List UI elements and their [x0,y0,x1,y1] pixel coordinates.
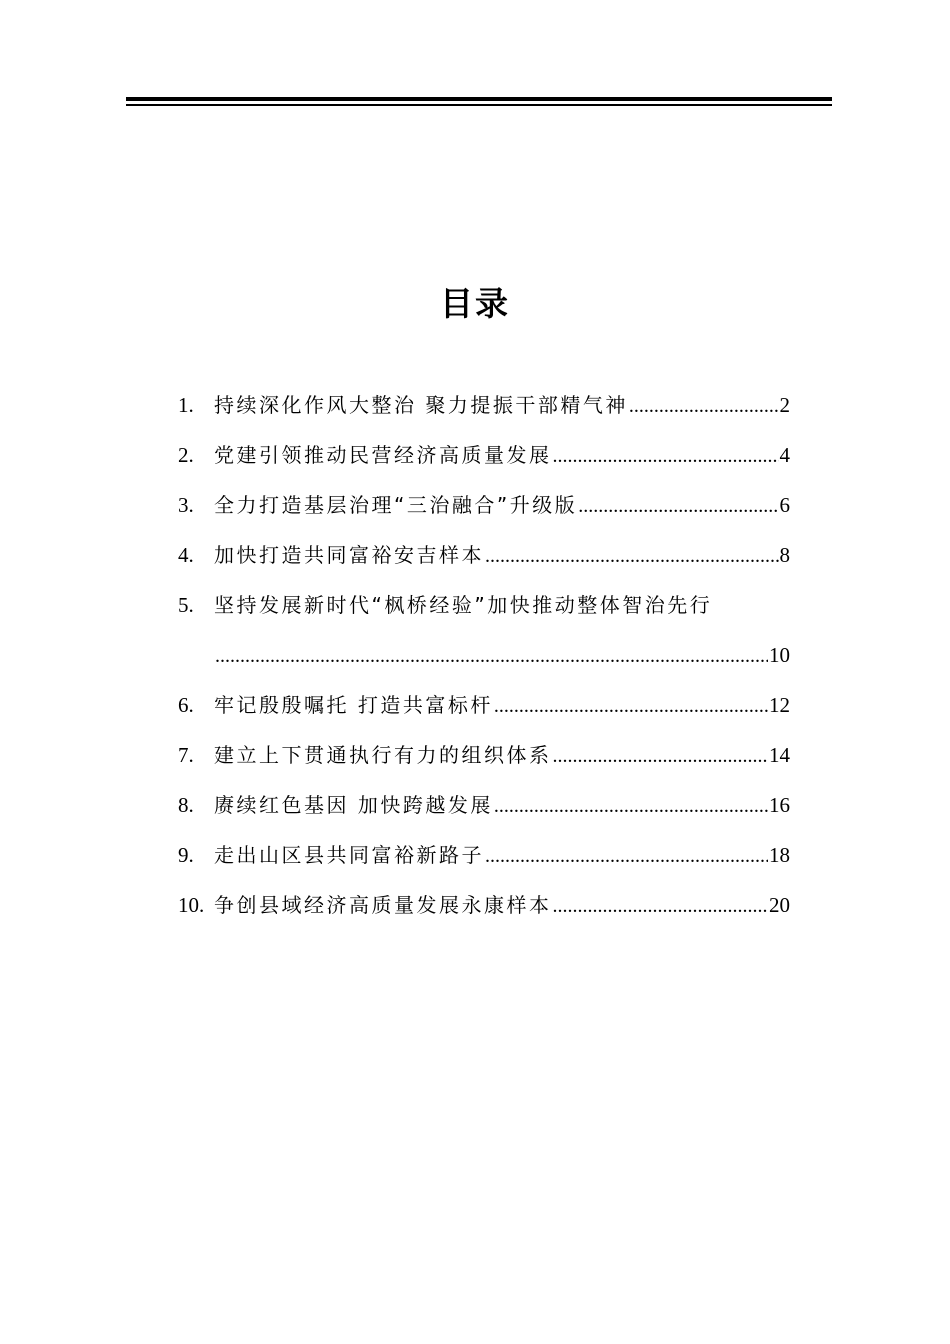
toc-entry-text: 牢记殷殷嘱托 打造共富标杆 [214,693,493,717]
toc-leader-dots [485,834,768,878]
toc-leader-dots [553,884,769,928]
toc-entry-number: 6. [178,693,194,717]
toc-entry-9[interactable] [178,833,790,883]
toc-entry-text: 走出山区县共同富裕新路子 [214,843,484,867]
toc-entry-text: 加快打造共同富裕安吉样本 [214,543,484,567]
toc-entry-number: 7. [178,743,194,767]
toc-entry-text: 赓续红色基因 加快跨越发展 [214,793,493,817]
toc-leader-dots [485,534,779,578]
toc-entry-number: 9. [178,843,194,867]
toc-entry-number: 2. [178,443,194,467]
toc-entry-4[interactable] [178,533,790,583]
toc-entry-page: 14 [769,743,790,767]
toc-entry-page: 20 [769,893,790,917]
toc-entry-text: 建立上下贯通执行有力的组织体系 [214,743,552,767]
toc-entry-page: 8 [779,543,790,567]
toc-entry-2[interactable] [178,433,790,483]
toc-entry-number: 5. [178,593,194,617]
table-of-contents [178,383,790,933]
toc-entry-page: 10 [769,643,790,667]
toc-entry-page: 2 [779,393,790,417]
toc-entry-10[interactable] [178,883,790,933]
toc-leader-dots [494,784,768,828]
toc-entry-page: 16 [769,793,790,817]
toc-entry-6[interactable] [178,683,790,733]
toc-title: 目录 [440,284,510,323]
toc-entry-number: 1. [178,393,194,417]
toc-leader-dots [494,684,768,728]
toc-leader-dots [629,384,779,428]
toc-entry-text: 持续深化作风大整治 聚力提振干部精气神 [214,393,628,417]
toc-leader-dots [215,634,768,678]
toc-entry-text: 党建引领推动民营经济高质量发展 [214,443,552,467]
toc-entry-text: 全力打造基层治理“三治融合”升级版 [214,493,578,517]
toc-entry-number: 4. [178,543,194,567]
toc-entry-text: 坚持发展新时代“枫桥经验”加快推动整体智治先行 [214,593,713,617]
toc-entry-7[interactable] [178,733,790,783]
toc-leader-dots [578,484,778,528]
toc-leader-dots [553,734,769,778]
toc-entry-page: 4 [779,443,790,467]
toc-entry-page: 18 [769,843,790,867]
toc-entry-number: 10. [178,893,205,917]
toc-entry-5[interactable] [178,583,790,683]
toc-entry-page: 12 [769,693,790,717]
toc-entry-page: 6 [779,493,790,517]
header-rule-thick [126,97,832,101]
toc-entry-text: 争创县域经济高质量发展永康样本 [214,893,552,917]
toc-entry-8[interactable] [178,783,790,833]
toc-entry-1[interactable] [178,383,790,433]
toc-entry-number: 3. [178,493,194,517]
toc-entry-3[interactable] [178,483,790,533]
toc-entry-number: 8. [178,793,194,817]
toc-leader-dots [553,434,779,478]
header-rule-thin [126,104,832,106]
